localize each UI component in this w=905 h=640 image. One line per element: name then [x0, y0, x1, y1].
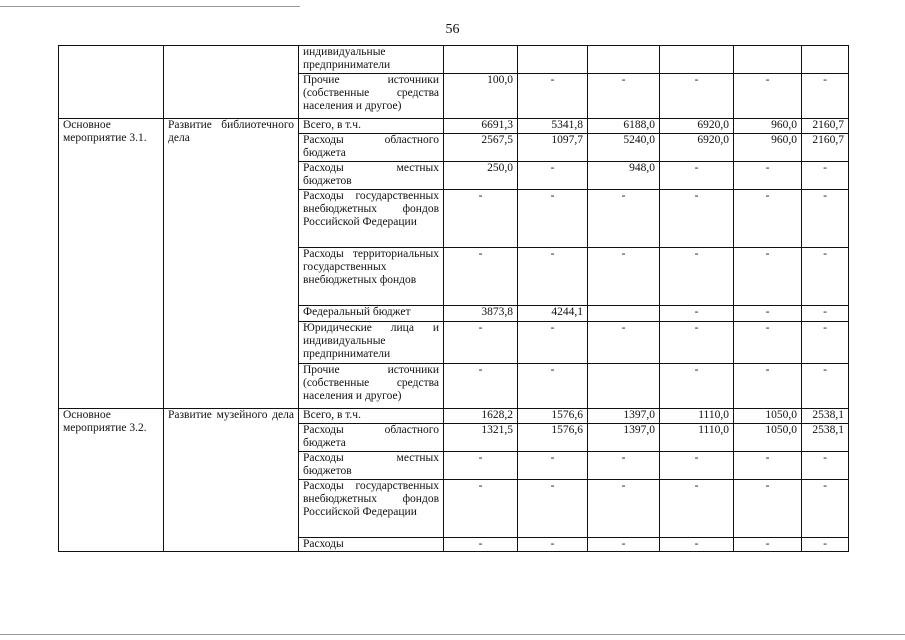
table-row [59, 409, 849, 424]
amount-cell: - [734, 538, 802, 552]
funding-source-cell: Прочие источники (собственные средства населения и другое) [299, 74, 444, 119]
amount-cell: 3873,8 [444, 306, 518, 322]
funding-source-cell: Всего, в т.ч. [299, 409, 444, 424]
funding-source-cell: Расходы [299, 538, 444, 552]
activity-cell [59, 46, 164, 119]
amount-cell: - [518, 162, 588, 190]
amount-cell: - [802, 248, 849, 306]
amount-cell: - [660, 74, 734, 119]
funding-source-cell: Расходы территориальных государственных внебюджетных фондов [299, 248, 444, 306]
amount-cell: 1576,6 [518, 409, 588, 424]
amount-cell: - [802, 322, 849, 364]
amount-cell: - [588, 190, 660, 248]
amount-cell [518, 46, 588, 74]
amount-cell: 1576,6 [518, 424, 588, 452]
amount-cell: 6691,3 [444, 119, 518, 134]
amount-cell: - [588, 480, 660, 538]
amount-cell: - [802, 364, 849, 409]
amount-cell: 5240,0 [588, 134, 660, 162]
amount-cell: - [802, 538, 849, 552]
amount-cell: - [588, 538, 660, 552]
amount-cell: - [734, 248, 802, 306]
amount-cell: - [734, 480, 802, 538]
top-rule [0, 6, 300, 7]
budget-table [58, 45, 849, 552]
amount-cell: 2567,5 [444, 134, 518, 162]
amount-cell: - [444, 364, 518, 409]
activity-name-cell: Развитие библиотечного дела [164, 119, 299, 409]
funding-source-cell: Прочие источники (собственные средства населения и другое) [299, 364, 444, 409]
activity-cell: Основное мероприятие 3.2. [59, 409, 164, 552]
amount-cell: - [444, 190, 518, 248]
amount-cell: - [444, 480, 518, 538]
amount-cell: - [518, 322, 588, 364]
amount-cell: 2160,7 [802, 119, 849, 134]
amount-cell: - [660, 538, 734, 552]
table-row [59, 46, 849, 74]
amount-cell: - [802, 306, 849, 322]
amount-cell: - [660, 190, 734, 248]
amount-cell: 1397,0 [588, 409, 660, 424]
amount-cell [734, 46, 802, 74]
amount-cell: - [518, 452, 588, 480]
amount-cell: 2538,1 [802, 409, 849, 424]
funding-source-cell: индивидуальные предприниматели [299, 46, 444, 74]
amount-cell: - [518, 248, 588, 306]
amount-cell: - [444, 452, 518, 480]
amount-cell: - [588, 452, 660, 480]
amount-cell: 1110,0 [660, 424, 734, 452]
amount-cell: - [444, 538, 518, 552]
amount-cell: 250,0 [444, 162, 518, 190]
funding-source-cell: Федеральный бюджет [299, 306, 444, 322]
funding-source-cell: Расходы местных бюджетов [299, 162, 444, 190]
amount-cell: 5341,8 [518, 119, 588, 134]
amount-cell: 960,0 [734, 119, 802, 134]
amount-cell: 1050,0 [734, 409, 802, 424]
table-body [59, 46, 849, 552]
amount-cell: - [518, 190, 588, 248]
amount-cell: - [660, 248, 734, 306]
amount-cell [660, 46, 734, 74]
amount-cell: - [802, 452, 849, 480]
amount-cell: - [734, 162, 802, 190]
amount-cell: - [734, 190, 802, 248]
amount-cell: - [660, 306, 734, 322]
amount-cell: - [660, 364, 734, 409]
funding-source-cell: Расходы государственных внебюджетных фондов Российской Федерации [299, 480, 444, 538]
funding-source-cell: Расходы областного бюджета [299, 424, 444, 452]
amount-cell: - [660, 452, 734, 480]
amount-cell [588, 46, 660, 74]
amount-cell: - [518, 480, 588, 538]
amount-cell: - [802, 74, 849, 119]
amount-cell: - [660, 480, 734, 538]
amount-cell: 1110,0 [660, 409, 734, 424]
table-row [59, 119, 849, 134]
amount-cell: 1097,7 [518, 134, 588, 162]
amount-cell: - [660, 162, 734, 190]
amount-cell: - [734, 74, 802, 119]
amount-cell [588, 364, 660, 409]
amount-cell: - [518, 538, 588, 552]
activity-name-cell [164, 46, 299, 119]
amount-cell: - [734, 364, 802, 409]
amount-cell: - [734, 306, 802, 322]
amount-cell: - [444, 322, 518, 364]
activity-cell: Основное мероприятие 3.1. [59, 119, 164, 409]
amount-cell: - [802, 162, 849, 190]
amount-cell: - [518, 74, 588, 119]
funding-source-cell: Всего, в т.ч. [299, 119, 444, 134]
amount-cell: - [444, 248, 518, 306]
amount-cell: 1050,0 [734, 424, 802, 452]
amount-cell: - [734, 322, 802, 364]
amount-cell [588, 306, 660, 322]
amount-cell: 4244,1 [518, 306, 588, 322]
amount-cell: - [802, 480, 849, 538]
amount-cell: 6920,0 [660, 134, 734, 162]
amount-cell [444, 46, 518, 74]
amount-cell [802, 46, 849, 74]
amount-cell: 960,0 [734, 134, 802, 162]
amount-cell: 6188,0 [588, 119, 660, 134]
amount-cell: - [588, 74, 660, 119]
amount-cell: 2538,1 [802, 424, 849, 452]
amount-cell: 2160,7 [802, 134, 849, 162]
amount-cell: 948,0 [588, 162, 660, 190]
amount-cell: - [518, 364, 588, 409]
amount-cell: 1321,5 [444, 424, 518, 452]
funding-source-cell: Расходы областного бюджета [299, 134, 444, 162]
amount-cell: 1397,0 [588, 424, 660, 452]
amount-cell: 1628,2 [444, 409, 518, 424]
activity-name-cell: Развитие музейного дела [164, 409, 299, 552]
amount-cell: 100,0 [444, 74, 518, 119]
page-number: 56 [445, 22, 460, 37]
amount-cell: - [588, 248, 660, 306]
funding-source-cell: Юридические лица и индивидуальные предприниматели [299, 322, 444, 364]
funding-source-cell: Расходы государственных внебюджетных фондов Российской Федерации [299, 190, 444, 248]
amount-cell: - [734, 452, 802, 480]
amount-cell: - [660, 322, 734, 364]
bottom-rule [0, 634, 905, 635]
amount-cell: 6920,0 [660, 119, 734, 134]
amount-cell: - [802, 190, 849, 248]
amount-cell: - [588, 322, 660, 364]
funding-source-cell: Расходы местных бюджетов [299, 452, 444, 480]
